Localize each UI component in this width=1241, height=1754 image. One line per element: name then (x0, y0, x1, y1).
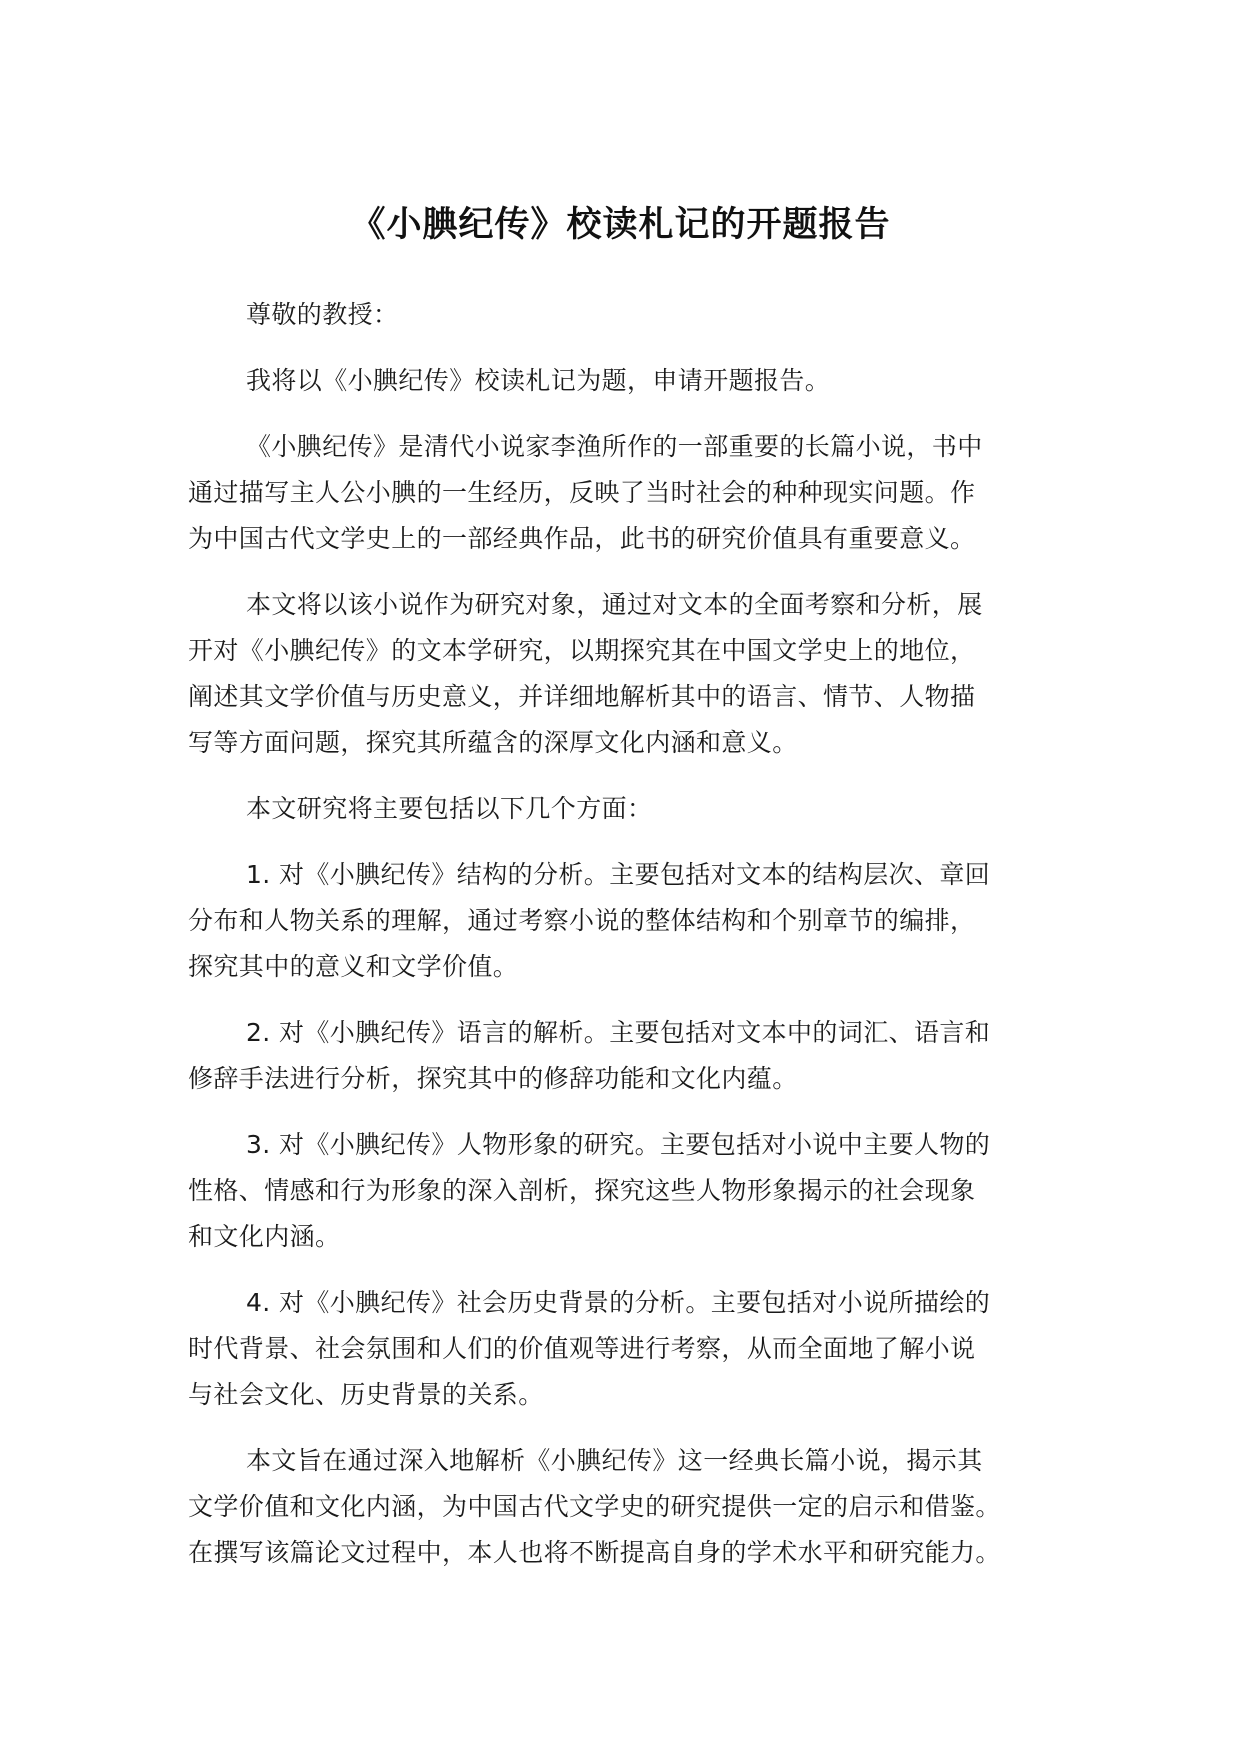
text-line: 《小腆纪传》是清代小说家李渔所作的一部重要的长篇小说，书中 (246, 432, 983, 461)
text-line: 为中国古代文学史上的一部经典作品，此书的研究价值具有重要意义。 (188, 524, 976, 553)
list-item-characters (188, 1122, 1068, 1260)
text-line: 4. 对《小腆纪传》社会历史背景的分析。主要包括对小说所描绘的 (246, 1288, 991, 1317)
text-line: 阐述其文学价值与历史意义，并详细地解析其中的语言、情节、人物描 (188, 682, 976, 711)
list-item-language (188, 1010, 1068, 1102)
list-item-history (188, 1280, 1068, 1418)
document-title: 《小腆纪传》校读札记的开题报告 (350, 205, 891, 246)
document-body (188, 292, 1068, 1596)
text-line: 和文化内涵。 (188, 1222, 341, 1251)
text-line: 探究其中的意义和文学价值。 (188, 952, 519, 981)
text-line: 我将以《小腆纪传》校读札记为题，申请开题报告。 (246, 366, 831, 395)
text-line: 通过描写主人公小腆的一生经历，反映了当时社会的种种现实问题。作 (188, 478, 976, 507)
text-line: 本文研究将主要包括以下几个方面： (246, 794, 653, 823)
salutation-paragraph (188, 292, 1068, 338)
research-object-paragraph (188, 582, 1068, 766)
text-line: 写等方面问题，探究其所蕴含的深厚文化内涵和意义。 (188, 728, 798, 757)
text-line: 2. 对《小腆纪传》语言的解析。主要包括对文本中的词汇、语言和 (246, 1018, 991, 1047)
text-line: 与社会文化、历史背景的关系。 (188, 1380, 544, 1409)
text-line: 分布和人物关系的理解，通过考察小说的整体结构和个别章节的编排， (188, 906, 976, 935)
text-line: 本文旨在通过深入地解析《小腆纪传》这一经典长篇小说，揭示其 (246, 1446, 983, 1475)
text-line: 1. 对《小腆纪传》结构的分析。主要包括对文本的结构层次、章回 (246, 860, 991, 889)
text-line: 尊敬的教授： (246, 300, 399, 329)
text-line: 开对《小腆纪传》的文本学研究，以期探究其在中国文学史上的地位， (188, 636, 976, 665)
request-paragraph (188, 358, 1068, 404)
scope-intro-paragraph (188, 786, 1068, 832)
text-line: 文学价值和文化内涵，为中国古代文学史的研究提供一定的启示和借鉴。 (188, 1492, 1001, 1521)
text-line: 3. 对《小腆纪传》人物形象的研究。主要包括对小说中主要人物的 (246, 1130, 991, 1159)
text-line: 时代背景、社会氛围和人们的价值观等进行考察，从而全面地了解小说 (188, 1334, 976, 1363)
text-line: 本文将以该小说作为研究对象，通过对文本的全面考察和分析，展 (246, 590, 983, 619)
conclusion-paragraph (188, 1438, 1068, 1576)
background-paragraph (188, 424, 1068, 562)
list-item-structure (188, 852, 1068, 990)
text-line: 性格、情感和行为形象的深入剖析，探究这些人物形象揭示的社会现象 (188, 1176, 976, 1205)
text-line: 在撰写该篇论文过程中，本人也将不断提高自身的学术水平和研究能力。 (188, 1538, 1001, 1567)
text-line: 修辞手法进行分析，探究其中的修辞功能和文化内蕴。 (188, 1064, 798, 1093)
